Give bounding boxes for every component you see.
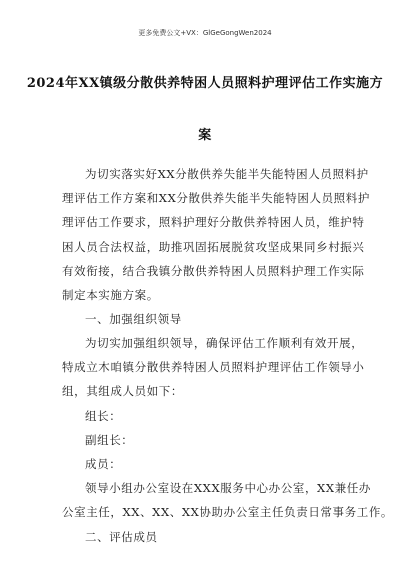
document-title-line-1: 2024年XX镇级分散供养特困人员照料护理评估工作实施方 <box>26 76 384 91</box>
intro-line: 为切实落实好XX分散供养失能半失能特困人员照料护 <box>85 167 369 181</box>
document-title-line-2: 案 <box>198 128 212 143</box>
member-label: 成员： <box>85 457 122 472</box>
section1-line: 为切实加强组织领导，确保评估工作顺利有效开展， <box>85 336 364 350</box>
intro-line: 理评估工作要求，照料护理好分散供养特困人员，维护特 <box>62 215 365 230</box>
header-note: 更多免费公文+VX：GlGeGongWen2024 <box>138 29 272 37</box>
deputy-leader-label: 副组长： <box>85 432 134 447</box>
section-heading-2: 二、评估成员 <box>85 529 158 544</box>
intro-line: 制定本实施方案。 <box>62 288 159 303</box>
intro-line: 理评估工作方案和XX分散供养失能半失能特困人员照料护 <box>62 191 370 206</box>
section1-line: 组，其组成人员如下： <box>62 384 183 399</box>
section1-body <box>62 331 394 549</box>
intro-paragraph <box>62 162 370 331</box>
section-heading-1: 一、加强组织领导 <box>85 312 182 327</box>
office-line: 领导小组办公室设在XXX服务中心办公室，XX兼任办 <box>85 481 371 496</box>
intro-line: 困人员合法权益，助推巩固拓展脱贫攻坚成果同乡村振兴 <box>62 239 365 254</box>
leader-label: 组长： <box>85 408 122 423</box>
intro-line: 有效衔接，结合我镇分散供养特困人员照料护理工作实际 <box>62 263 365 278</box>
office-line: 公室主任，XX、XX、XX协助办公室主任负责日常事务工作。 <box>62 505 394 520</box>
section1-line: 特成立木咱镇分散供养特困人员照料护理评估工作领导小 <box>62 360 365 375</box>
